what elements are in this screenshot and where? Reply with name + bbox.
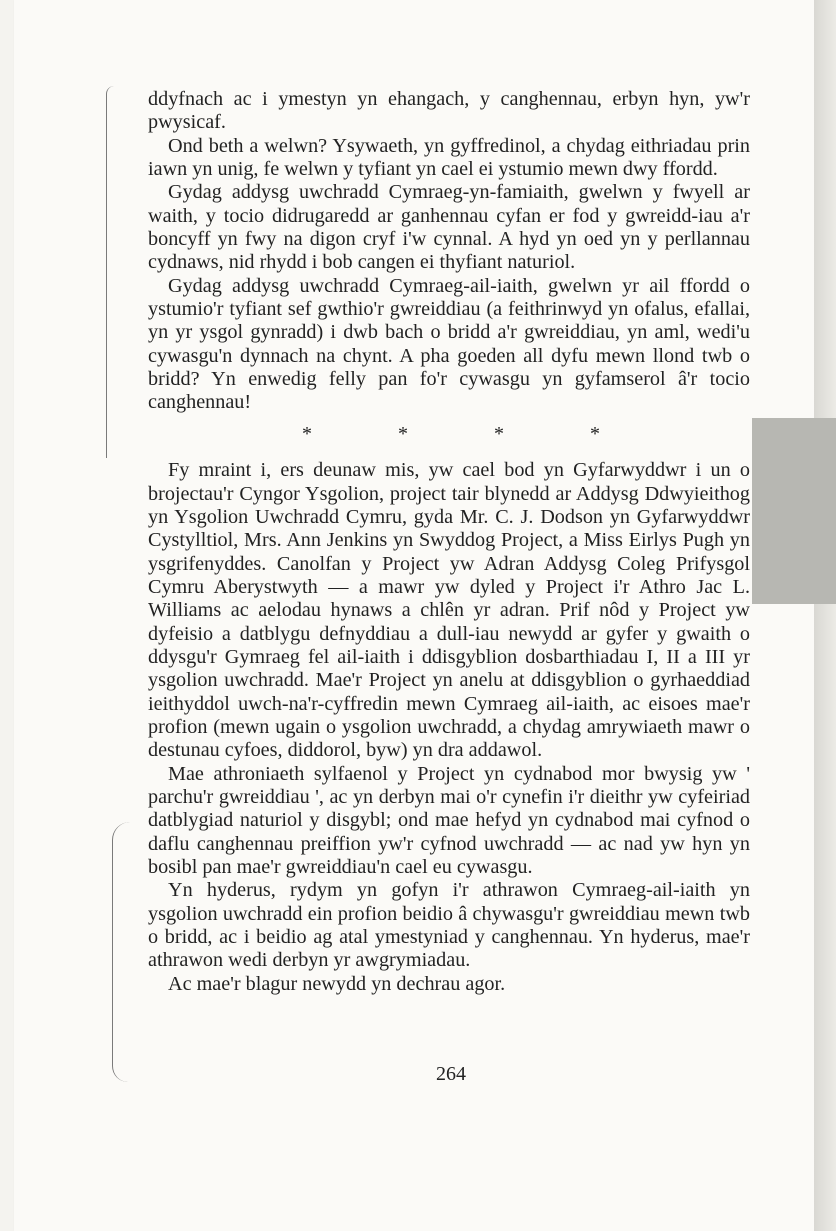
page-number-text: 264 (436, 1063, 466, 1085)
separator-asterisk: * (494, 422, 504, 445)
margin-bracket-mark (112, 822, 131, 1082)
paragraph: Gydag addysg uwchradd Cymraeg-yn-famiaith, gwelwn y fwyell ar waith, y tocio didrugaredd ar ganhennau cyfan er fod y gwreidd-iau a'r boncyff yn fwy na digon cryf i'w cynnal. A hyd yn oed yn y perllannau cydnaws, nid rhydd i bob cangen ei thyfiant naturiol. (148, 181, 750, 274)
separator-asterisk: * (590, 422, 600, 445)
paragraph: Ond beth a welwn? Ysywaeth, yn gyffredinol, a chydag eithriadau prin iawn yn unig, fe welwn y tyfiant yn cael ei ystumio mewn dwy ffordd. (148, 134, 750, 181)
page-number (0, 1063, 836, 1086)
body-text (148, 88, 750, 996)
paragraph: Ac mae'r blagur newydd yn dechrau agor. (168, 972, 506, 995)
page-edge-right (814, 0, 836, 1231)
paragraph: Fy mraint i, ers deunaw mis, yw cael bod yn Gyfarwyddwr i un o brojectau'r Cyngor Ysgolion, project tair blynedd ar Addysg Ddwyieithog yn Ysgolion Uwchradd Cymru, gyda Mr. C. J. Dodson yn Gyfarwyddwr Cystylltiol, Mrs. Ann Jenkins yn Swyddog Project, a Miss Eirlys Pugh yn ysgrifenyddes. Canolfan y Project yw Adran Addysg Coleg Prifysgol Cymru Aberystwyth — a mawr yw dyled y Project i'r Athro Jac L. Williams ac aelodau hynaws a chlên yr adran. Prif nôd y Project yw dyfeisio a datblygu defnyddiau a dull-iau newydd ar gyfer y gwaith o ddysgu'r Gymraeg fel ail-iaith i ddisgyblion dosbarthiadau I, II a III yr ysgolion uwchradd. Mae'r Project yn anelu at ddisgyblion o gyrhaeddiad ieithyddol uwch-na'r-cyffredin mewn Cymraeg ail-iaith, ac eisoes mae'r profion (mewn ugain o ysgolion uwchradd, a chydag amrywiaeth mawr o destunau cyfoes, diddorol, byw) yn dra addawol. (148, 459, 750, 762)
paragraph: Mae athroniaeth sylfaenol y Project yn cydnabod mor bwysig yw ' parchu'r gwreiddiau ', ac yn derbyn mai o'r cynefin i'r dieithr yw cyfeiriad datblygiad naturiol y disgybl; ond mae hefyd yn cydnabod mai cyfnod o daflu canghennau preiffion yw'r cyfnod uwchradd — ac nad yw hyn yn bosibl pan mae'r gwreiddiau'n cael eu cywasgu. (148, 762, 750, 878)
paragraph: Yn hyderus, rydym yn gofyn i'r athrawon Cymraeg-ail-iaith yn ysgolion uwchradd ein profion beidio â chywasgu'r gwreiddiau mewn twb o bridd, ac i beidio ag atal ymestyniad y canghennau. Yn hyderus, mae'r athrawon wedi derbyn yr awgrymiadau. (148, 879, 750, 972)
separator-asterisk: * (302, 422, 312, 445)
section-separator (302, 423, 600, 446)
grey-tab-marker (752, 418, 836, 604)
paragraph: ddyfnach ac i ymestyn yn ehangach, y canghennau, erbyn hyn, yw'r pwysicaf. (148, 88, 750, 134)
separator-asterisk: * (398, 422, 408, 445)
margin-bracket-mark (106, 86, 115, 458)
paragraph: Gydag addysg uwchradd Cymraeg-ail-iaith, gwelwn yr ail ffordd o ystumio'r tyfiant sef gwthio'r gwreiddiau (a feithrinwyd yn ofalus, efallai, yn yr ysgol gynradd) i dwb bach o bridd a'r gwreiddiau, yn aml, wedi'u cywasgu'n dynnach na chynt. A pha goeden all dyfu mewn llond twb o bridd? Yn enwedig felly pan fo'r cywasgu yn gyfamserol â'r tocio canghennau! (148, 274, 750, 414)
